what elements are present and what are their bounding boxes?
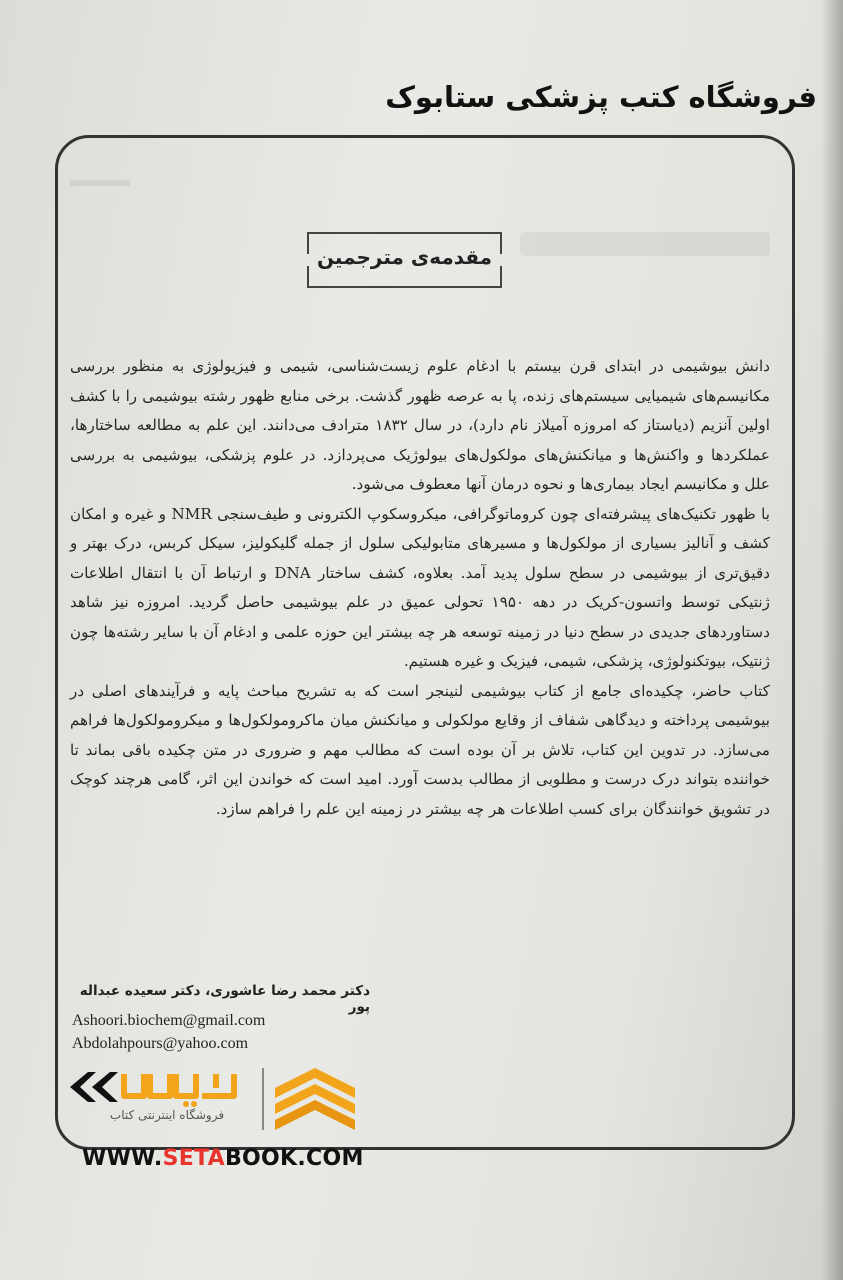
- url-prefix: WWW.: [82, 1146, 163, 1171]
- url-accent: SETA: [162, 1146, 225, 1171]
- email-address[interactable]: Ashoori.biochem@gmail.com: [72, 1012, 266, 1029]
- website-url[interactable]: [82, 1146, 364, 1171]
- paragraph: کتاب حاضر، چکیده‌ای جامع از کتاب بیوشیمی لنینجر است که به تشریح مباحث پایه و فرآیندهای اصلی در بیوشیمی پرداخته و دیدگاهی شفاف از وقایع مولکولی و میانکنش میان ماکرومولکول‌ها و میکرومولکول‌ها فراهم می‌سازد. در تدوین این کتاب، تلاش بر آن بوده است که مطالب مهم و ضروری در متن چکیده باقی بماند تا خواننده بتواند درک درست و مطلوبی از مطالب بدست آورد. امید است که خواندن این اثر، گامی هرچند کوچک در تشویق خوانندگان برای کسب اطلاعات هر چه بیشتر در زمینه این علم را فراهم سازد.: [70, 681, 770, 818]
- logo-divider: [262, 1068, 264, 1130]
- translator-names: دکتر محمد رضا عاشوری، دکتر سعیده عبداله پور: [79, 983, 370, 1015]
- paragraph: با ظهور تکنیک‌های پیشرفته‌ای چون کروماتوگرافی، میکروسکوپ الکترونی و طیف‌سنجی NMR و غیره و امکان کشف و آنالیز بسیاری از مولکول‌ها و مسیرهای متابولیکی سلول از جمله گلیکولیز، سیکل کربس، درک بهتر و دقیق‌تری از بیوشیمی در سطح سلول پدید آمد. بعلاوه، کشف ساختار DNA و ارتباط آن با انتقال اطلاعات ژنتیکی توسط واتسون-کریک در دهه ۱۹۵۰ تحولی عمیق در علم بیوشیمی حاصل گردید. امروزه نیز شاهد دستاوردهای جدیدی در سطح دنیا در زمینه توسعه هر چه بیشتر این حوزه علمی و ادغام آن با سایر رشته‌ها چون ژنتیک، بیوتکنولوژی، پزشکی، شیمی، فیزیک و غیره هستیم.: [70, 504, 771, 670]
- url-suffix: BOOK.COM: [224, 1146, 364, 1171]
- section-title: مقدمه‌ی مترجمین: [316, 245, 493, 269]
- page-edge-shadow: [821, 0, 843, 1280]
- bleed-through-mark: [70, 150, 130, 186]
- email-address[interactable]: Abdolahpours@yahoo.com: [72, 1035, 249, 1052]
- book-chevron-icon: [270, 1058, 360, 1138]
- logo-tagline: فروشگاه اینترنتی کتاب: [109, 1108, 225, 1122]
- paragraph: دانش بیوشیمی در ابتدای قرن بیستم با ادغام علوم زیست‌شناسی، شیمی و فیزیولوژی به منظور بررسی مکانیسم‌های شیمیایی سیستم‌های زنده، پا به عرصه ظهور گذشت. برخی منابع ظهور رشته بیوشیمی را با کشف اولین آنزیم (دیاستاز که امروزه آمیلاز نام دارد)، در سال ۱۸۳۲ مترادف می‌دانند. این علم به مطالعه ساختارها، عملکردها و واکنش‌ها و میانکنش‌های مولکول‌های بیولوژیک می‌پردازد. در علوم پزشکی، بیوشیمی به بررسی علل و مکانیسم ایجاد بیماری‌ها و نحوه درمان آنها معطوف می‌شود.: [70, 357, 770, 493]
- store-banner: فروشگاه کتب پزشکی ستابوک: [385, 80, 817, 114]
- setabook-wordmark-logo: [66, 1062, 256, 1112]
- body-text: [70, 352, 770, 824]
- section-title-box: [307, 232, 502, 288]
- bleed-through-mark: [520, 232, 770, 256]
